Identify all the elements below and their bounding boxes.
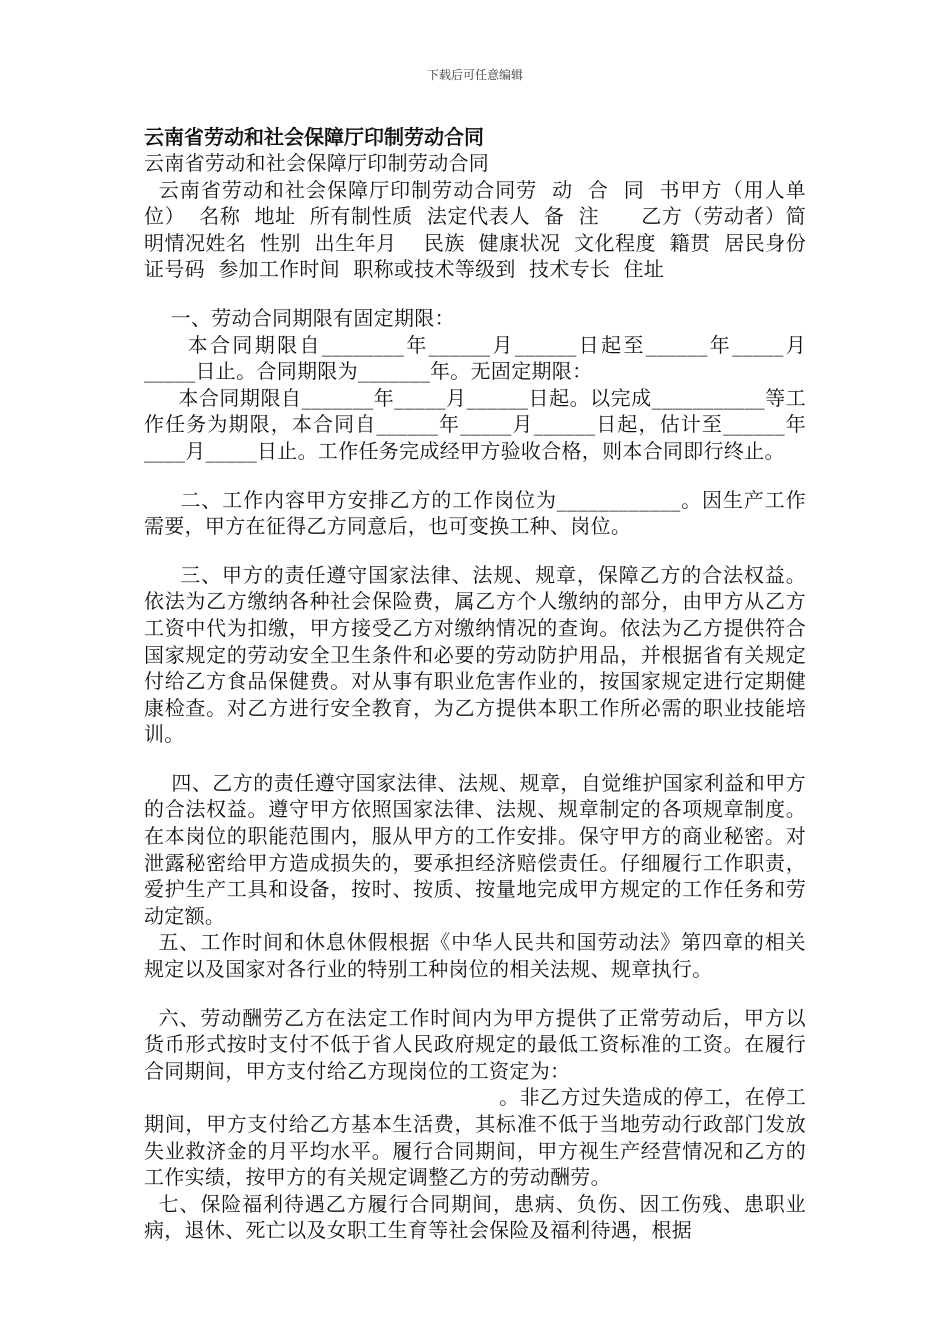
- document-title: 云南省劳动和社会保障厅印制劳动合同: [144, 125, 484, 149]
- document-body: [144, 124, 806, 1244]
- section-6-remuneration-cont: 。非乙方过失造成的停工，在停工期间，甲方支付给乙方基本生活费，其标准不低于当地劳动行政部门发放失业救济金的月平均水平。履行合同期间，甲方视生产经营情况和乙方的工作实绩，按甲方的有关规定调整乙方的劳动酬劳。: [144, 1085, 807, 1190]
- spacer: [144, 983, 806, 1005]
- section-1-heading: 一、劳动合同期限有固定期限：: [144, 305, 455, 330]
- section-1-task-term: 本合同期限自_______年_____月______日起。以完成___________等工作任务为期限，本合同自______年_____月______日起，估计至______年____月_____日止。工作任务完成经甲方验收合格，则本合同即行终止。: [144, 385, 806, 463]
- header-note: 下载后可任意编辑: [426, 68, 523, 82]
- spacer: [144, 283, 806, 305]
- section-3-employer-duties: 三、甲方的责任遵守国家法律、法规、规章，保障乙方的合法权益。依法为乙方缴纳各种社会保险费，属乙方个人缴纳的部分，由甲方从乙方工资中代为扣缴，甲方接受乙方对缴纳情况的查询。依法为乙方提供符合国家规定的劳动安全卫生条件和必要的劳动防护用品，并根据省有关规定付给乙方食品保健费。对从事有职业危害作业的，按国家规定进行定期健康检查。对乙方进行安全教育，为乙方提供本职工作所必需的职业技能培训。: [144, 562, 806, 747]
- section-2-work-content: 二、工作内容甲方安排乙方的工作岗位为____________。因生产工作需要，甲方在征得乙方同意后，也可变换工种、岗位。: [144, 487, 806, 539]
- spacer: [144, 465, 806, 487]
- section-4-employee-duties: 四、乙方的责任遵守国家法律、法规、规章，自觉维护国家利益和甲方的合法权益。遵守甲方依照国家法律、法规、规章制定的各项规章制度。在本岗位的职能范围内，服从甲方的工作安排。保守甲方的商业秘密。对泄露秘密给甲方造成损失的，要承担经济赔偿责任。仔细履行工作职责，爱护生产工具和设备，按时、按质、按量地完成甲方规定的工作任务和劳动定额。: [144, 770, 806, 928]
- section-5-working-hours: 五、工作时间和休息休假根据《中华人民共和国劳动法》第四章的相关规定以及国家对各行业的特别工种岗位的相关法规、规章执行。: [144, 930, 806, 982]
- section-6-remuneration: 六、劳动酬劳乙方在法定工作时间内为甲方提供了正常劳动后，甲方以货币形式按时支付不低于省人民政府规定的最低工资标准的工资。在履行合同期间，甲方支付给乙方现岗位的工资定为：: [144, 1005, 806, 1083]
- section-7-insurance: 七、保险福利待遇乙方履行合同期间，患病、负伤、因工伤残、患职业病，退休、死亡以及女职工生育等社会保险及福利待遇，根据: [144, 1191, 806, 1243]
- spacer: [144, 748, 806, 770]
- spacer: [144, 540, 806, 562]
- section-1-fixed-term: 本合同期限自________年______月______日起至______年_____月_____日止。合同期限为_______年。无固定期限：: [144, 332, 806, 384]
- contract-intro: 云南省劳动和社会保障厅印制劳动合同劳 动 合 同 书甲方（用人单位） 名称 地址 所有制性质 法定代表人 备 注 乙方（劳动者）简明情况姓名 性别 出生年月 民族 健康状况 文化程度 籍贯 居民身份证号码 参加工作时间 职称或技术等级到 技术专长 住址: [144, 177, 806, 282]
- document-subtitle: 云南省劳动和社会保障厅印制劳动合同: [144, 151, 490, 175]
